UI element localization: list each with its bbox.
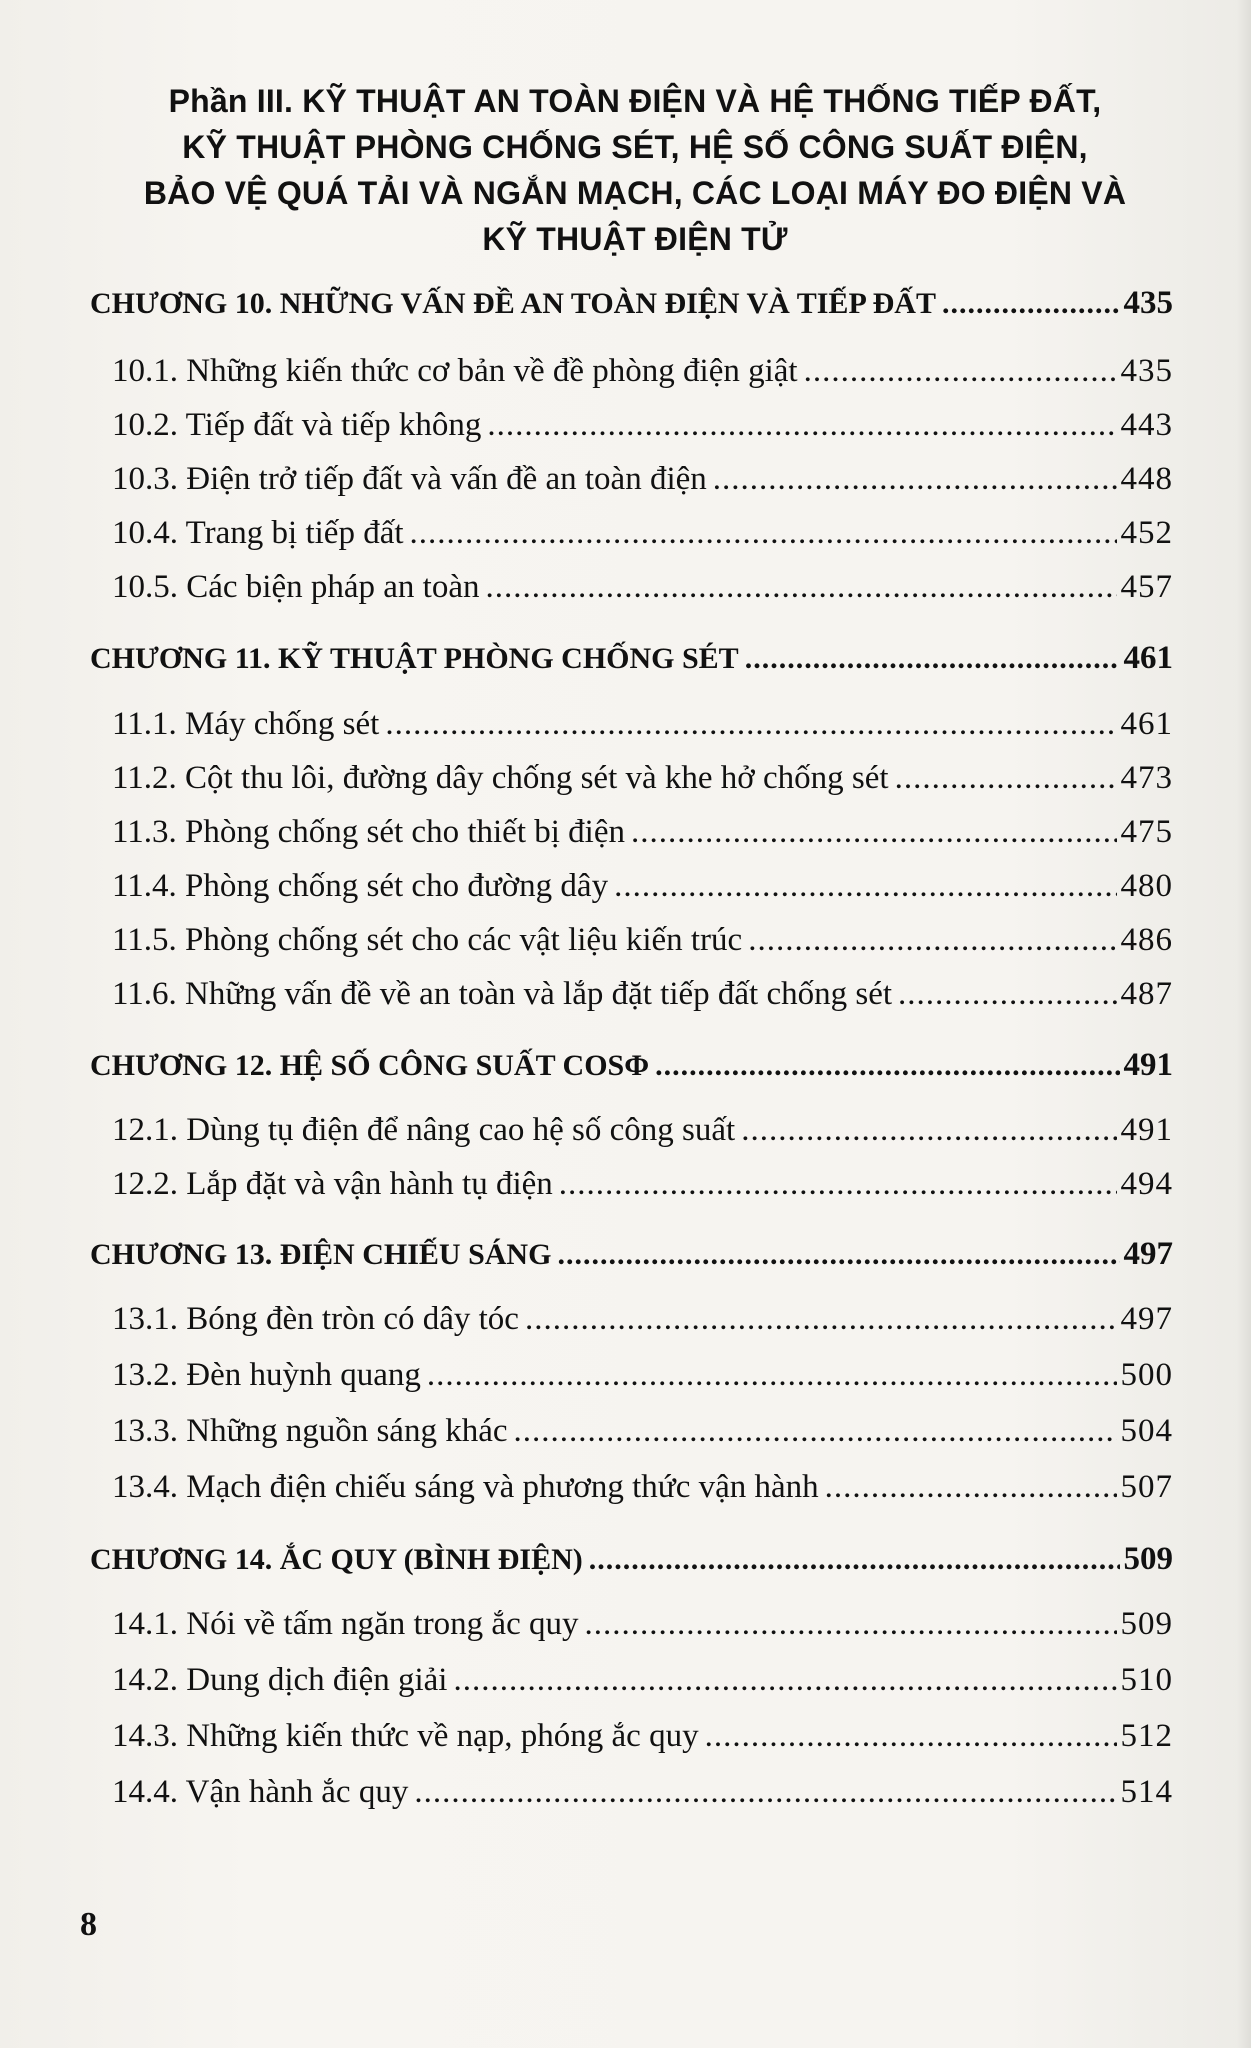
dot-leader — [514, 1413, 1117, 1450]
toc-section-title: 10.5. Các biện pháp an toàn — [112, 569, 480, 605]
toc-page-number: 491 — [1123, 1047, 1173, 1083]
dot-leader — [631, 814, 1117, 851]
toc-section-title: 11.6. Những vấn đề về an toàn và lắp đặt tiếp đất chống sét — [112, 976, 893, 1012]
toc-section-title: 10.3. Điện trở tiếp đất và vấn đề an toàn điện — [112, 461, 707, 497]
part-heading-line: Phần III. KỸ THUẬT AN TOÀN ĐIỆN VÀ HỆ THỐNG TIẾP ĐẤT, — [168, 83, 1102, 119]
toc-section-row — [112, 515, 1173, 552]
toc-page-number: 443 — [1120, 407, 1173, 443]
toc-page-number: 457 — [1120, 569, 1173, 605]
toc-chapter-row — [90, 1541, 1173, 1578]
dot-leader — [614, 868, 1116, 905]
toc-section-row — [112, 569, 1173, 606]
toc-section-row — [112, 976, 1173, 1013]
toc-page-number: 452 — [1120, 515, 1173, 551]
toc-section-title: 10.4. Trang bị tiếp đất — [112, 515, 404, 551]
toc-page-number: 497 — [1123, 1236, 1173, 1272]
part-heading — [90, 78, 1180, 262]
toc-section-row — [112, 1413, 1173, 1450]
toc-section-title: 13.2. Đèn huỳnh quang — [112, 1357, 421, 1393]
toc-section-row — [112, 1166, 1173, 1203]
toc-section-title: 10.1. Những kiến thức cơ bản về đề phòng điện giật — [112, 353, 798, 389]
toc-chapter-row — [90, 640, 1173, 677]
toc-section-row — [112, 1112, 1173, 1149]
toc-page-number: 512 — [1120, 1718, 1173, 1754]
dot-leader — [414, 1774, 1116, 1811]
dot-leader — [410, 515, 1117, 552]
toc-section-title: 11.3. Phòng chống sét cho thiết bị điện — [112, 814, 625, 850]
toc-section-title: 11.5. Phòng chống sét cho các vật liệu kiến trúc — [112, 922, 743, 958]
dot-leader — [557, 1238, 1119, 1272]
toc-page-number: 435 — [1123, 285, 1173, 321]
toc-page-number: 504 — [1120, 1413, 1173, 1449]
toc-section-title: 14.2. Dung dịch điện giải — [112, 1662, 448, 1698]
toc-page-number: 491 — [1120, 1112, 1173, 1148]
toc-section-row — [112, 1774, 1173, 1811]
toc-page-number: 500 — [1120, 1357, 1173, 1393]
toc-section-title: 13.3. Những nguồn sáng khác — [112, 1413, 508, 1449]
toc-chapter-row — [90, 1236, 1173, 1273]
toc-section-title: 11.2. Cột thu lôi, đường dây chống sét và khe hở chống sét — [112, 760, 889, 796]
dot-leader — [745, 642, 1120, 676]
toc-section-row — [112, 868, 1173, 905]
dot-leader — [525, 1301, 1117, 1338]
toc-section-row — [112, 1301, 1173, 1338]
toc-section-row — [112, 1357, 1173, 1394]
toc-page-number: 473 — [1120, 760, 1173, 796]
toc-page-number: 507 — [1120, 1469, 1173, 1505]
toc-chapter-title: CHƯƠNG 10. NHỮNG VẤN ĐỀ AN TOÀN ĐIỆN VÀ TIẾP ĐẤT — [90, 287, 936, 320]
toc-section-row — [112, 1662, 1173, 1699]
toc-section-title: 13.1. Bóng đèn tròn có dây tóc — [112, 1301, 519, 1337]
dot-leader — [713, 461, 1117, 498]
toc-chapter-title: CHƯƠNG 14. ẮC QUY (BÌNH ĐIỆN) — [90, 1543, 583, 1576]
dot-leader — [589, 1543, 1120, 1577]
toc-page-number: 461 — [1120, 706, 1173, 742]
toc-section-row — [112, 1606, 1173, 1643]
dot-leader — [584, 1606, 1116, 1643]
toc-section-row — [112, 1469, 1173, 1506]
toc-section-title: 10.2. Tiếp đất và tiếp không — [112, 407, 482, 443]
dot-leader — [485, 569, 1116, 606]
toc-section-row — [112, 353, 1173, 390]
dot-leader — [385, 706, 1116, 743]
toc-section-title: 12.1. Dùng tụ điện để nâng cao hệ số công suất — [112, 1112, 736, 1148]
dot-leader — [453, 1662, 1116, 1699]
dot-leader — [942, 287, 1120, 321]
dot-leader — [825, 1469, 1117, 1506]
toc-page-number: 494 — [1120, 1166, 1173, 1202]
dot-leader — [895, 760, 1117, 797]
part-heading-line: KỸ THUẬT ĐIỆN TỬ — [482, 221, 788, 257]
toc-page-number: 475 — [1120, 814, 1173, 850]
toc-page-number: 509 — [1123, 1541, 1173, 1577]
toc-chapter-row — [90, 285, 1173, 322]
part-heading-line: BẢO VỆ QUÁ TẢI VÀ NGẮN MẠCH, CÁC LOẠI MÁY ĐO ĐIỆN VÀ — [143, 175, 1127, 211]
part-heading-line: KỸ THUẬT PHÒNG CHỐNG SÉT, HỆ SỐ CÔNG SUẤT ĐIỆN, — [182, 129, 1088, 165]
toc-section-title: 11.4. Phòng chống sét cho đường dây — [112, 868, 609, 904]
toc-page-number: 509 — [1120, 1606, 1173, 1642]
toc-section-row — [112, 706, 1173, 743]
dot-leader — [748, 922, 1116, 959]
toc-chapter-row — [90, 1047, 1173, 1084]
dot-leader — [705, 1718, 1117, 1755]
toc-page-number: 486 — [1120, 922, 1173, 958]
dot-leader — [427, 1357, 1117, 1394]
toc-section-title: 14.4. Vận hành ắc quy — [112, 1774, 409, 1810]
toc-section-row — [112, 922, 1173, 959]
toc-section-row — [112, 814, 1173, 851]
toc-chapter-title: CHƯƠNG 11. KỸ THUẬT PHÒNG CHỐNG SÉT — [90, 642, 739, 675]
dot-leader — [804, 353, 1117, 390]
dot-leader — [741, 1112, 1116, 1149]
toc-page-number: 461 — [1123, 640, 1173, 676]
dot-leader — [559, 1166, 1117, 1203]
toc-page-number: 435 — [1120, 353, 1173, 389]
toc-chapter-title: CHƯƠNG 13. ĐIỆN CHIẾU SÁNG — [90, 1238, 552, 1271]
dot-leader — [655, 1049, 1119, 1083]
page-edge-shadow — [1237, 0, 1251, 2048]
toc-section-row — [112, 461, 1173, 498]
toc-section-title: 14.1. Nói về tấm ngăn trong ắc quy — [112, 1606, 579, 1642]
page-number: 8 — [80, 1906, 97, 1943]
toc-page-number: 510 — [1120, 1662, 1173, 1698]
toc-section-row — [112, 1718, 1173, 1755]
dot-leader — [898, 976, 1116, 1013]
toc-section-title: 11.1. Máy chống sét — [112, 706, 380, 742]
toc-section-title: 12.2. Lắp đặt và vận hành tụ điện — [112, 1166, 553, 1202]
toc-chapter-title: CHƯƠNG 12. HỆ SỐ CÔNG SUẤT COSΦ — [90, 1049, 650, 1082]
toc-page-number: 480 — [1120, 868, 1173, 904]
toc-page-number: 497 — [1120, 1301, 1173, 1337]
toc-section-row — [112, 760, 1173, 797]
toc-section-title: 13.4. Mạch điện chiếu sáng và phương thức vận hành — [112, 1469, 819, 1505]
toc-page-number: 514 — [1120, 1774, 1173, 1810]
toc-page-number: 448 — [1120, 461, 1173, 497]
dot-leader — [487, 407, 1116, 444]
toc-section-title: 14.3. Những kiến thức về nạp, phóng ắc quy — [112, 1718, 699, 1754]
toc-section-row — [112, 407, 1173, 444]
toc-page-number: 487 — [1120, 976, 1173, 1012]
